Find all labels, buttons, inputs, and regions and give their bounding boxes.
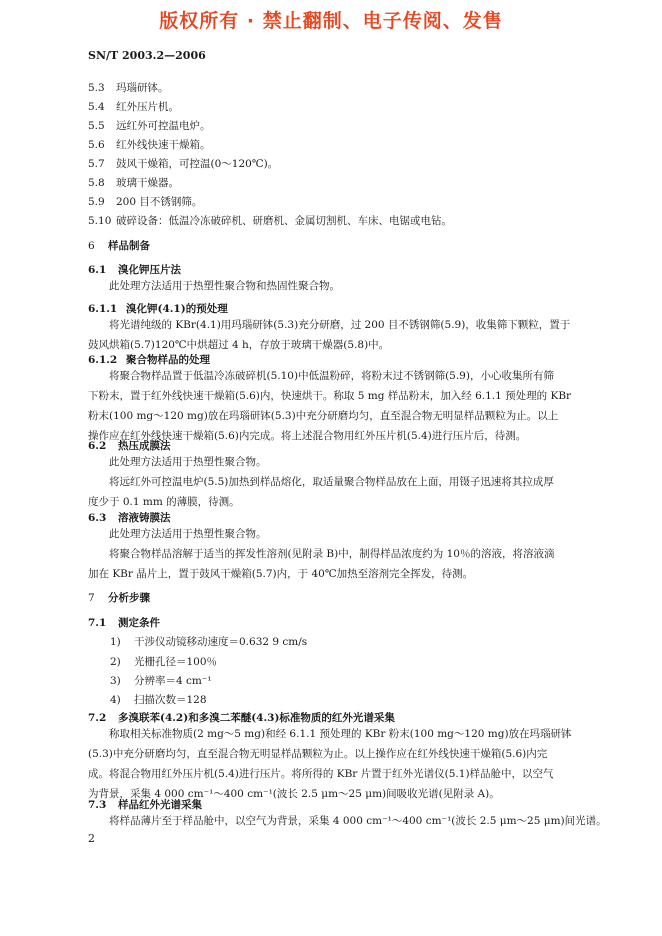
paragraph: 此处理方法适用于热塑性聚合物。 将远红外可控温电炉(5.5)加热到样品熔化，取适量聚合物样品放在上面，用镊子迅速将其拉成厚 度少于 0.1 mm 的薄膜，待测。 xyxy=(88,456,554,508)
paragraph: 将样品薄片至于样品舱中，以空气为背景，采集 4 000 cm⁻¹～400 cm⁻¹(波长 2.5 μm～25 μm)间光谱。 xyxy=(109,815,607,827)
page-number: 2 xyxy=(88,832,95,845)
paragraph: 此处理方法适用于热塑性聚合物和热固性聚合物。 xyxy=(109,280,340,292)
list-item: 5.7 鼓风干燥箱，可控温(0～120℃)。 xyxy=(88,158,279,170)
list-item: 5.5 远红外可控温电炉。 xyxy=(88,120,211,132)
condition-item: 3) 分辨率＝4 cm⁻¹ xyxy=(110,675,212,687)
paragraph: 称取相关标准物质(2 mg～5 mg)和经 6.1.1 预处理的 KBr 粉末(100 mg～120 mg)放在玛瑙研钵 (5.3)中充分研磨均匀，直至混合物无明显样品颗粒为止。以上操作应在红外线快速干燥箱(5.6)内完 成。将混合物用红外压片机(5.4)进行压片。将所得的 KBr 片置于红外光谱仪(5.1)样品舱中，以空气 为背景，采集 4 000 cm⁻¹～400 cm⁻¹(波长 2.5 μm～25 μm)间吸收光谱(见附录 A)。 xyxy=(88,728,572,800)
standard-code: SN/T 2003.2—2006 xyxy=(88,49,206,62)
condition-item: 1) 干涉仪动镜移动速度＝0.632 9 cm/s xyxy=(110,636,308,648)
section-heading-6: 6 样品制备 xyxy=(88,240,150,252)
section-heading-7-3: 7.3 样品红外光谱采集 xyxy=(88,799,202,811)
list-item: 5.3 玛瑙研钵。 xyxy=(88,82,169,94)
section-heading-7-2: 7.2 多溴联苯(4.2)和多溴二苯醚(4.3)标准物质的红外光谱采集 xyxy=(88,712,395,724)
list-item: 5.8 玻璃干燥器。 xyxy=(88,177,179,189)
section-heading-6-1: 6.1 溴化钾压片法 xyxy=(88,264,181,276)
list-item: 5.9 200 目不锈钢筛。 xyxy=(88,196,203,208)
paragraph: 将光谱纯级的 KBr(4.1)用玛瑙研钵(5.3)充分研磨，过 200 目不锈钢筛(5.9)，收集筛下颗粒，置于 鼓风烘箱(5.7)120℃中烘超过 4 h，存放于玻璃干燥器(5.8)中。 xyxy=(88,319,571,351)
list-item: 5.10 破碎设备：低温冷冻破碎机、研磨机、金属切割机、车床、电锯或电钻。 xyxy=(88,215,452,227)
section-heading-6-2: 6.2 热压成膜法 xyxy=(88,440,171,452)
section-heading-6-3: 6.3 溶液铸膜法 xyxy=(88,512,171,524)
section-heading-6-1-2: 6.1.2 聚合物样品的处理 xyxy=(88,354,210,366)
list-item: 5.4 红外压片机。 xyxy=(88,101,179,113)
section-heading-7: 7 分析步骤 xyxy=(88,592,150,604)
condition-item: 2) 光栅孔径＝100％ xyxy=(110,656,218,668)
condition-item: 4) 扫描次数＝128 xyxy=(110,694,207,706)
paragraph: 将聚合物样品置于低温冷冻破碎机(5.10)中低温粉碎，将粉末过不锈钢筛(5.9)，小心收集所有筛 下粉末，置于红外线快速干燥箱(5.6)内，快速烘干。称取 5 mg 样品粉末，加入经 6.1.1 预处理的 KBr 粉末(100 mg～120 mg)放在玛瑙研钵(5.3)中充分研磨均匀，直至混合物无明显样品颗粒为止。以上 操作应在红外线快速干燥箱(5.6)内完成。将上述混合物用红外压片机(5.4)进行压片后，待测。 xyxy=(88,370,572,442)
section-heading-7-1: 7.1 测定条件 xyxy=(88,617,160,629)
paragraph: 此处理方法适用于热塑性聚合物。 将聚合物样品溶解于适当的挥发性溶剂(见附录 B)中，制得样品浓度约为 10％的溶液，将溶液滴 加在 KBr 晶片上，置于鼓风干燥箱(5.7)内，于 40℃加热至溶剂完全挥发，待测。 xyxy=(88,528,555,580)
list-item: 5.6 红外线快速干燥箱。 xyxy=(88,139,211,151)
copyright-banner: 版权所有 · 禁止翻制、电子传阅、发售 xyxy=(159,10,503,32)
section-heading-6-1-1: 6.1.1 溴化钾(4.1)的预处理 xyxy=(88,303,228,315)
